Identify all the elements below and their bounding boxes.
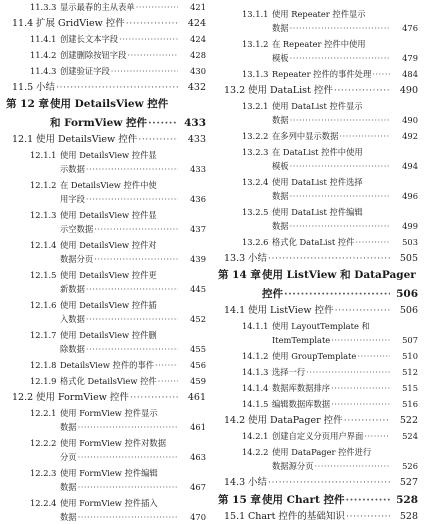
- toc-entry[interactable]: [6, 49, 206, 62]
- toc-entry-title: 使用 DetailsView 控件显: [60, 150, 157, 160]
- toc-entry[interactable]: [6, 407, 206, 434]
- toc-entry-line: [6, 209, 206, 222]
- toc-entry-title: 使用 Repeater 控件显示: [272, 9, 366, 19]
- toc-entry-title: 在 Repeater 控件中使用: [272, 39, 366, 49]
- toc-entry-page-number: 476: [392, 22, 418, 35]
- toc-entry-page-number: 463: [180, 451, 206, 464]
- toc-entry-title: 使用 FormView 控件对数据: [60, 438, 166, 448]
- toc-entry-line: [6, 239, 206, 252]
- toc-entry[interactable]: [218, 176, 418, 203]
- toc-entry-page-number: 467: [180, 481, 206, 494]
- toc-entry-title: 使用 FormView 控件编辑: [60, 468, 158, 478]
- toc-entry-title: 数据 ·····: [272, 114, 390, 127]
- toc-entry-number: 第 15 章: [218, 494, 261, 506]
- toc-entry-page-number: 528: [392, 493, 418, 507]
- toc-entry-line: [6, 343, 206, 356]
- toc-entry-title: 除数据 ·····: [60, 343, 178, 356]
- toc-entry-line: [218, 220, 418, 233]
- toc-entry[interactable]: [6, 375, 206, 388]
- toc-entry-title: 模板 ·····: [272, 160, 390, 173]
- toc-entry-title: 在 DetailsView 控件中使: [60, 180, 157, 190]
- toc-entry-line: [6, 193, 206, 206]
- toc-entry-number: 13.1.3: [242, 69, 269, 79]
- toc-entry-title: 创建验证字段 ·····: [60, 65, 178, 78]
- toc-entry-number: 13.2.3: [242, 147, 269, 157]
- toc-entry[interactable]: [218, 446, 418, 473]
- toc-entry-number: 13.2.6: [242, 237, 269, 247]
- toc-entry-title: 扩展 GridView 控件 ·····: [36, 17, 178, 30]
- toc-entry-number: 13.1.1: [242, 9, 269, 19]
- toc-entry-line: [6, 421, 206, 434]
- toc-entry-title: 数据 ·····: [60, 421, 178, 434]
- toc-entry-line: [218, 236, 418, 249]
- toc-entry-line: [218, 430, 418, 443]
- toc-entry-line: [6, 33, 206, 46]
- toc-entry-number: 12.1.6: [30, 300, 57, 310]
- toc-entry-page-number: 527: [392, 476, 418, 489]
- toc-entry[interactable]: [218, 146, 418, 173]
- toc-entry-page-number: 515: [392, 382, 418, 395]
- toc-entry-line: [6, 223, 206, 236]
- toc-entry[interactable]: [218, 414, 418, 427]
- toc-entry[interactable]: [218, 350, 418, 363]
- toc-entry-number: 12.1: [12, 134, 34, 145]
- toc-entry-title: 控件 ·····: [262, 287, 390, 301]
- toc-entry-title: 使用 LayoutTemplate 和: [272, 321, 370, 331]
- toc-entry-line: [6, 283, 206, 296]
- toc-entry-number: 13.2: [224, 85, 246, 96]
- toc-entry-number: 12.1.4: [30, 240, 57, 250]
- toc-entry[interactable]: [218, 68, 418, 81]
- toc-entry-line: [218, 350, 418, 363]
- toc-entry-number: 14.1.5: [242, 399, 269, 409]
- toc-entry[interactable]: [6, 329, 206, 356]
- toc-entry-number: 12.1.5: [30, 270, 57, 280]
- toc-entry-line: [218, 176, 418, 189]
- toc-entry-page-number: 526: [392, 460, 418, 473]
- toc-entry-page-number: 503: [392, 236, 418, 249]
- toc-entry[interactable]: [6, 133, 206, 146]
- toc-entry[interactable]: [6, 17, 206, 30]
- toc-entry[interactable]: [218, 130, 418, 143]
- toc-entry[interactable]: [6, 467, 206, 494]
- toc-entry-page-number: 461: [180, 421, 206, 434]
- toc-entry-line: [218, 398, 418, 411]
- toc-entry-line: [218, 146, 418, 159]
- toc-entry-line: [218, 114, 418, 127]
- toc-entry[interactable]: [6, 299, 206, 326]
- toc-entry-title: 使用 FormView 控件 ·····: [36, 391, 178, 404]
- toc-entry-title: 使用 DataPager 控件进行: [272, 447, 372, 457]
- toc-entry-page-number: 470: [180, 511, 206, 524]
- toc-entry-number: 13.2.4: [242, 177, 269, 187]
- toc-left-column: [6, 0, 206, 524]
- toc-entry-title: 创建删除按钮字段 ·····: [60, 49, 178, 62]
- toc-entry-line: [218, 414, 418, 427]
- toc-entry-page-number: 516: [392, 398, 418, 411]
- toc-entry-title: 数据库数据排序 ·····: [272, 382, 390, 395]
- toc-entry-line: [218, 84, 418, 97]
- toc-entry-page-number: 430: [180, 65, 206, 78]
- toc-entry[interactable]: [6, 97, 206, 130]
- toc-entry-number: 12.1.8: [30, 360, 57, 370]
- toc-entry-line: [218, 8, 418, 21]
- toc-entry[interactable]: [6, 391, 206, 404]
- toc-entry-title: Repeater 控件的事件处理 ·····: [272, 68, 390, 81]
- toc-entry-line: [218, 130, 418, 143]
- toc-entry-number: 11.4.1: [30, 34, 57, 44]
- toc-entry-page-number: 424: [180, 17, 206, 30]
- toc-entry-title: 使用 DetailsView 控件插: [60, 300, 157, 310]
- toc-entry-page-number: 433: [180, 163, 206, 176]
- toc-entry-page-number: 490: [392, 84, 418, 97]
- toc-entry-line: [6, 407, 206, 420]
- toc-entry-title: 数据 ·····: [272, 220, 390, 233]
- toc-entry-line: [6, 299, 206, 312]
- toc-entry-line: [6, 359, 206, 372]
- toc-entry[interactable]: [6, 65, 206, 78]
- toc-entry-line: [6, 81, 206, 94]
- toc-entry-number: 12.1.3: [30, 210, 57, 220]
- toc-right-column: [218, 0, 418, 524]
- toc-entry-title: 使用 DataList 控件编辑: [272, 207, 363, 217]
- toc-entry-number: 第 12 章: [6, 98, 49, 110]
- toc-entry-line: [6, 179, 206, 192]
- toc-entry[interactable]: [6, 179, 206, 206]
- toc-entry-title: 使用 DetailsView 控件 ·····: [36, 133, 178, 146]
- toc-entry-page-number: 436: [180, 193, 206, 206]
- toc-entry[interactable]: [218, 304, 418, 317]
- toc-entry-page-number: 445: [180, 283, 206, 296]
- toc-entry-line: [218, 446, 418, 459]
- toc-entry-title: 数据 ·····: [272, 22, 390, 35]
- toc-entry-number: 12.1.2: [30, 180, 57, 190]
- toc-entry-title: 使用 GroupTemplate ·····: [272, 350, 390, 363]
- toc-entry-title: 使用 DetailsView 控件删: [60, 330, 157, 340]
- toc-entry-line: [6, 49, 206, 62]
- toc-entry-title: ItemTemplate ·····: [272, 334, 390, 347]
- toc-entry-number: 12.2: [12, 392, 34, 403]
- toc-entry-page-number: 424: [180, 33, 206, 46]
- toc-entry-title: 模板 ·····: [272, 52, 390, 65]
- toc-entry-title: 数据 ·····: [272, 190, 390, 203]
- toc-entry-line: [6, 1, 206, 14]
- toc-entry[interactable]: [6, 437, 206, 464]
- toc-entry-page-number: 456: [180, 359, 206, 372]
- toc-entry-line: [6, 149, 206, 162]
- toc-entry-number: 14.2.2: [242, 447, 269, 457]
- toc-entry-title: 使用 ListView 和 DataPager: [262, 269, 416, 281]
- toc-entry-title: 格式化 DetailsView 控件 ·····: [60, 375, 178, 388]
- toc-entry-line: [6, 163, 206, 176]
- toc-entry-number: 11.4.3: [30, 66, 57, 76]
- toc-entry-line: [218, 206, 418, 219]
- toc-entry[interactable]: [218, 8, 418, 35]
- toc-entry-page-number: 496: [392, 190, 418, 203]
- toc-entry-page-number: 428: [180, 49, 206, 62]
- toc-entry[interactable]: [218, 38, 418, 65]
- toc-entry-number: 14.2.1: [242, 431, 269, 441]
- toc-entry-number: 11.3.3: [30, 2, 57, 12]
- toc-entry-title: 显示最春的主从表单 ·····: [60, 1, 178, 14]
- toc-entry-title: 使用 ListView 控件 ·····: [248, 304, 390, 317]
- toc-entry-line: [6, 313, 206, 326]
- toc-entry[interactable]: [6, 33, 206, 46]
- toc-entry-title: 分页 ·····: [60, 451, 178, 464]
- toc-entry[interactable]: [218, 366, 418, 379]
- toc-entry-number: 14.1.2: [242, 351, 269, 361]
- toc-entry-title: 在 DataList 控件中使用: [272, 147, 363, 157]
- toc-entry-number: 13.2.2: [242, 131, 269, 141]
- toc-entry-title: 创建长文本字段 ·····: [60, 33, 178, 46]
- toc-entry-title: 在多列中显示数据 ·····: [272, 130, 390, 143]
- toc-entry-line: [218, 493, 418, 507]
- toc-entry[interactable]: [218, 510, 418, 523]
- toc-entry-page-number: 461: [180, 391, 206, 404]
- toc-entry-line: [6, 133, 206, 146]
- toc-entry-number: 14.1.1: [242, 321, 269, 331]
- toc-entry-line: [218, 510, 418, 523]
- toc-entry-number: 15.1: [224, 511, 246, 522]
- toc-entry-number: 12.2.4: [30, 498, 57, 508]
- toc-entry-line: [6, 481, 206, 494]
- toc-entry-line: [218, 334, 418, 347]
- toc-entry-number: 12.2.1: [30, 408, 57, 418]
- toc-entry-page-number: 512: [392, 366, 418, 379]
- toc-entry-number: 12.1.7: [30, 330, 57, 340]
- toc-entry-line: [218, 268, 418, 282]
- toc-entry-page-number: 421: [180, 1, 206, 14]
- toc-entry-number: 13.2.5: [242, 207, 269, 217]
- toc-entry-page-number: 452: [180, 313, 206, 326]
- toc-entry-page-number: 492: [392, 130, 418, 143]
- toc-entry-line: [218, 304, 418, 317]
- toc-entry-title: 使用 DataPager 控件 ·····: [248, 414, 390, 427]
- toc-entry-page-number: 505: [392, 252, 418, 265]
- toc-entry[interactable]: [6, 269, 206, 296]
- toc-entry-number: 14.2: [224, 415, 246, 426]
- toc-entry[interactable]: [6, 497, 206, 524]
- toc-entry-number: 12.2.2: [30, 438, 57, 448]
- toc-entry-title: 数据分页 ·····: [60, 253, 178, 266]
- toc-entry-title: 小结 ·····: [36, 81, 178, 94]
- toc-entry-title: 格式化 DataList 控件 ·····: [272, 236, 390, 249]
- toc-entry-number: 13.3: [224, 253, 246, 264]
- toc-entry-line: [218, 68, 418, 81]
- toc-entry-number: 14.1.3: [242, 367, 269, 377]
- toc-entry-title: 使用 DataList 控件显示: [272, 101, 363, 111]
- toc-entry-line: [218, 22, 418, 35]
- toc-entry-number: 14.3: [224, 477, 246, 488]
- toc-entry-page-number: 432: [180, 81, 206, 94]
- toc-entry-title: 和 FormView 控件 ·····: [50, 116, 178, 130]
- toc-entry-title: 使用 DataList 控件选择: [272, 177, 363, 187]
- toc-entry-line: [6, 97, 206, 111]
- toc-entry-title: 使用 DetailsView 控件: [50, 98, 169, 110]
- toc-entry-number: 12.2.3: [30, 468, 57, 478]
- toc-entry-line: [218, 460, 418, 473]
- toc-entry-page-number: 507: [392, 334, 418, 347]
- toc-entry-page-number: 524: [392, 430, 418, 443]
- toc-entry-line: [218, 160, 418, 173]
- toc-entry-line: [218, 100, 418, 113]
- toc-entry-title: 使用 DetailsView 控件显: [60, 210, 157, 220]
- toc-entry-page-number: 506: [392, 304, 418, 317]
- toc-entry-page-number: 528: [392, 510, 418, 523]
- toc-entry-line: [218, 252, 418, 265]
- toc-entry-number: 第 14 章: [218, 269, 261, 281]
- toc-entry-line: [6, 497, 206, 510]
- toc-entry[interactable]: [6, 149, 206, 176]
- toc-entry-title: 示数据 ·····: [60, 163, 178, 176]
- toc-entry[interactable]: [218, 430, 418, 443]
- toc-entry[interactable]: [218, 398, 418, 411]
- toc-entry-title: 新数据 ·····: [60, 283, 178, 296]
- toc-entry[interactable]: [6, 239, 206, 266]
- toc-entry-title: 创建自定义分页用户界面 ·····: [272, 430, 390, 443]
- toc-entry-line: [6, 391, 206, 404]
- toc-entry-title: 使用 DataList 控件 ·····: [248, 84, 390, 97]
- toc-entry-title: 使用 DetailsView 控件更: [60, 270, 157, 280]
- toc-entry-page-number: 479: [392, 52, 418, 65]
- toc-entry-title: 选择一行 ·····: [272, 366, 390, 379]
- toc-entry[interactable]: [218, 320, 418, 347]
- toc-entry-page-number: 490: [392, 114, 418, 127]
- toc-entry-line: [218, 320, 418, 333]
- toc-entry-title: Chart 控件的基础知识 ·····: [248, 510, 390, 523]
- toc-entry[interactable]: [218, 236, 418, 249]
- toc-entry-page-number: 455: [180, 343, 206, 356]
- toc-entry[interactable]: [6, 81, 206, 94]
- toc-entry-number: 14.1.4: [242, 383, 269, 393]
- toc-entry-title: 入数据 ·····: [60, 313, 178, 326]
- toc-entry-line: [6, 511, 206, 524]
- toc-entry-number: 11.5: [12, 82, 34, 93]
- toc-entry-page-number: 433: [180, 116, 206, 130]
- toc-entry-number: 11.4.2: [30, 50, 57, 60]
- toc-entry-page-number: 506: [392, 287, 418, 301]
- toc-entry-number: 13.1.2: [242, 39, 269, 49]
- toc-entry[interactable]: [6, 209, 206, 236]
- toc-entry[interactable]: [6, 359, 206, 372]
- toc-entry[interactable]: [218, 84, 418, 97]
- toc-entry[interactable]: [218, 493, 418, 507]
- toc-entry-number: 14.1: [224, 305, 246, 316]
- toc-entry-page-number: 459: [180, 375, 206, 388]
- toc-entry[interactable]: [218, 100, 418, 127]
- toc-entry-line: [6, 116, 206, 130]
- toc-entry[interactable]: [218, 268, 418, 301]
- toc-entry-page-number: 484: [392, 68, 418, 81]
- toc-entry-line: [6, 269, 206, 282]
- toc-entry-title: 使用 FormView 控件显示: [60, 408, 158, 418]
- toc-entry-line: [218, 52, 418, 65]
- toc-entry-line: [218, 476, 418, 489]
- toc-entry-line: [6, 375, 206, 388]
- toc-entry-number: 12.1.9: [30, 376, 57, 386]
- toc-entry-page-number: 499: [392, 220, 418, 233]
- toc-entry-line: [218, 366, 418, 379]
- toc-entry-title: 使用 Chart 控件 ·····: [262, 493, 390, 507]
- toc-entry-page-number: 437: [180, 223, 206, 236]
- toc-entry-title: 数据源分页 ·····: [272, 460, 390, 473]
- toc-entry-line: [218, 382, 418, 395]
- toc-entry-line: [218, 38, 418, 51]
- toc-entry-title: DetailsView 控件的事件 ·····: [60, 359, 178, 372]
- toc-entry-title: 数据 ·····: [60, 511, 178, 524]
- toc-entry-line: [6, 467, 206, 480]
- toc-entry-title: 小结 ·····: [248, 476, 390, 489]
- toc-entry-line: [6, 253, 206, 266]
- toc-entry-title: 小结 ·····: [248, 252, 390, 265]
- toc-entry[interactable]: [218, 252, 418, 265]
- toc-entry-line: [6, 17, 206, 30]
- toc-entry[interactable]: [218, 382, 418, 395]
- toc-entry-line: [6, 437, 206, 450]
- toc-entry-page-number: 439: [180, 253, 206, 266]
- toc-entry-line: [6, 451, 206, 464]
- toc-entry[interactable]: [218, 206, 418, 233]
- toc-entry-number: 13.2.1: [242, 101, 269, 111]
- toc-entry-page-number: 433: [180, 133, 206, 146]
- toc-entry-title: 数据 ·····: [60, 481, 178, 494]
- toc-entry-title: 用字段 ·····: [60, 193, 178, 206]
- toc-entry-title: 编辑数据库数据 ·····: [272, 398, 390, 411]
- toc-entry-line: [218, 287, 418, 301]
- toc-entry-number: 12.1.1: [30, 150, 57, 160]
- toc-entry-line: [6, 329, 206, 342]
- toc-entry[interactable]: [6, 1, 206, 14]
- toc-entry[interactable]: [218, 476, 418, 489]
- toc-entry-number: 11.4: [12, 18, 34, 29]
- toc-entry-line: [6, 65, 206, 78]
- toc-entry-title: 示空数据 ·····: [60, 223, 178, 236]
- toc-entry-line: [218, 190, 418, 203]
- toc-entry-title: 使用 DetailsView 控件对: [60, 240, 157, 250]
- toc-entry-title: 使用 FormView 控件插入: [60, 498, 158, 508]
- toc-entry-page-number: 510: [392, 350, 418, 363]
- toc-entry-page-number: 522: [392, 414, 418, 427]
- toc-entry-page-number: 494: [392, 160, 418, 173]
